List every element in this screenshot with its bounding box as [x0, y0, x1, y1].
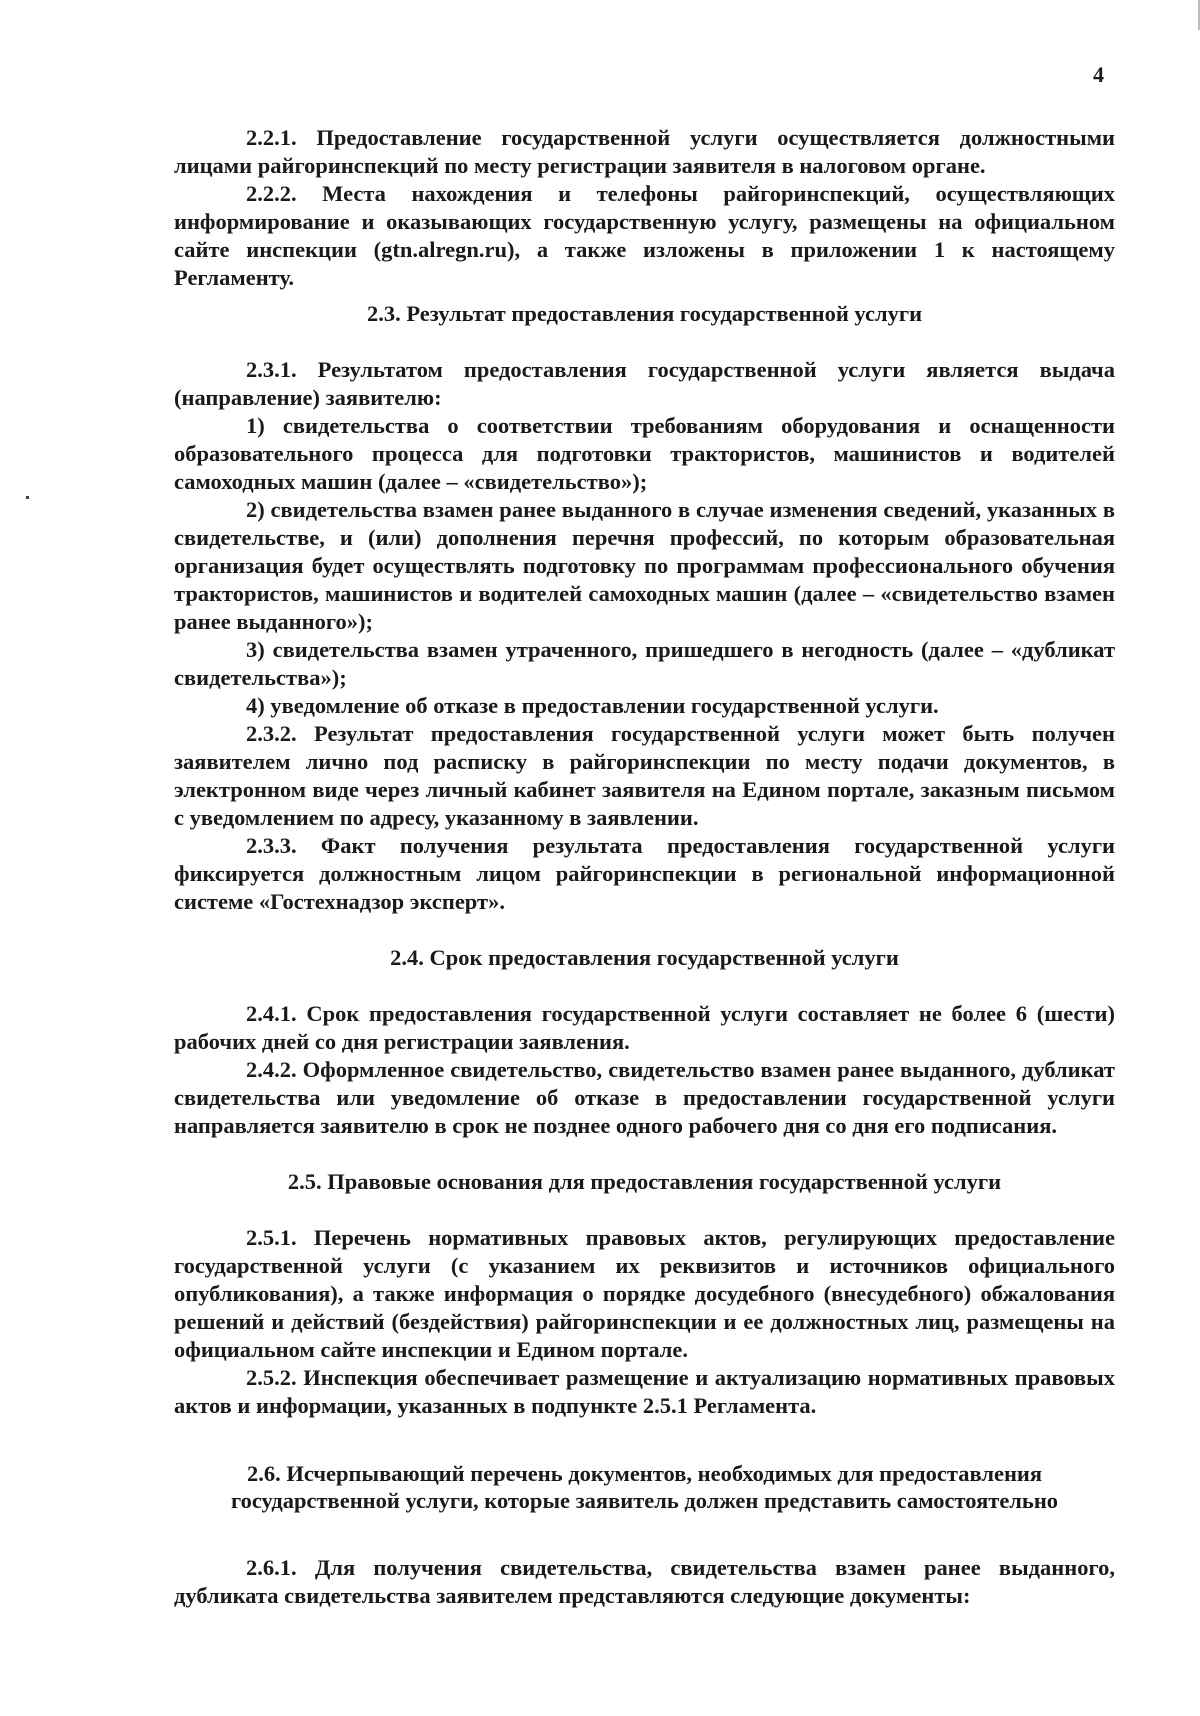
document-body	[174, 124, 1115, 1610]
paragraph-2-3-1: 2.3.1. Результатом предоставления государственной услуги является выдача (направление) заявителю:	[174, 357, 1115, 410]
paragraph-2-5-1: 2.5.1. Перечень нормативных правовых актов, регулирующих предоставление государственной услуги (с указанием их реквизитов и источников официального опубликования), а также информация о порядке досудебного (внесудебного) обжалования решений и действий (бездействия) райгоринспекции и ее должностных лиц, размещены на официальном сайте инспекции и Едином портале.	[174, 1225, 1115, 1362]
paragraph-2-4-2: 2.4.2. Оформленное свидетельство, свидетельство взамен ранее выданного, дубликат свидетельства или уведомление об отказе в предоставлении государственной услуги направляется заявителю в срок не позднее одного рабочего дня со дня его подписания.	[174, 1057, 1115, 1138]
heading-2-4: 2.4. Срок предоставления государственной услуги	[390, 945, 899, 970]
list-item-1: 1) свидетельства о соответствии требованиям оборудования и оснащенности образовательного процесса для подготовки трактористов, машинистов и водителей самоходных машин (далее – «свидетельство»);	[174, 413, 1115, 494]
paragraph-2-3-3: 2.3.3. Факт получения результата предоставления государственной услуги фиксируется должностным лицом райгоринспекции в региональной информационной системе «Гостехнадзор эксперт».	[174, 833, 1115, 914]
scan-dot	[26, 496, 29, 499]
list-item-2: 2) свидетельства взамен ранее выданного в случае изменения сведений, указанных в свидетельстве, и (или) дополнения перечня профессий, по которым образовательная организация будет осуществлять подготовку по программам профессионального обучения трактористов, машинистов и водителей самоходных машин (далее – «свидетельство взамен ранее выданного»);	[174, 497, 1115, 634]
heading-2-3: 2.3. Результат предоставления государственной услуги	[366, 301, 923, 326]
list-item-3: 3) свидетельства взамен утраченного, пришедшего в негодность (далее – «дубликат свидетельства»);	[174, 637, 1115, 690]
paragraph-2-4-1: 2.4.1. Срок предоставления государственной услуги составляет не более 6 (шести) рабочих дней со дня регистрации заявления.	[174, 1001, 1115, 1054]
heading-2-6-line-2: государственной услуги, которые заявитель должен представить самостоятельно	[230, 1488, 1059, 1513]
list-item-4: 4) уведомление об отказе в предоставлении государственной услуги.	[246, 693, 939, 718]
paragraph-2-6-1: 2.6.1. Для получения свидетельства, свидетельства взамен ранее выданного, дубликата свидетельства заявителем представляются следующие документы:	[174, 1555, 1115, 1608]
heading-2-6-line-1: 2.6. Исчерпывающий перечень документов, необходимых для предоставления	[246, 1461, 1043, 1486]
paragraph-2-2-2: 2.2.2. Места нахождения и телефоны райгоринспекций, осуществляющих информирование и оказывающих государственную услугу, размещены на официальном сайте инспекции (gtn.alregn.ru), а также изложены в приложении 1 к настоящему Регламенту.	[174, 181, 1115, 290]
paragraph-2-5-2: 2.5.2. Инспекция обеспечивает размещение и актуализацию нормативных правовых актов и информации, указанных в подпункте 2.5.1 Регламента.	[174, 1365, 1115, 1418]
paragraph-2-2-1: 2.2.1. Предоставление государственной услуги осуществляется должностными лицами райгоринспекций по месту регистрации заявителя в налоговом органе.	[174, 125, 1115, 178]
paragraph-2-3-2: 2.3.2. Результат предоставления государственной услуги может быть получен заявителем лично под расписку в райгоринспекции по месту подачи документов, в электронном виде через личный кабинет заявителя на Едином портале, заказным письмом с уведомлением по адресу, указанному в заявлении.	[174, 721, 1115, 830]
heading-2-5: 2.5. Правовые основания для предоставления государственной услуги	[287, 1169, 1002, 1194]
page-number: 4	[1093, 62, 1104, 87]
